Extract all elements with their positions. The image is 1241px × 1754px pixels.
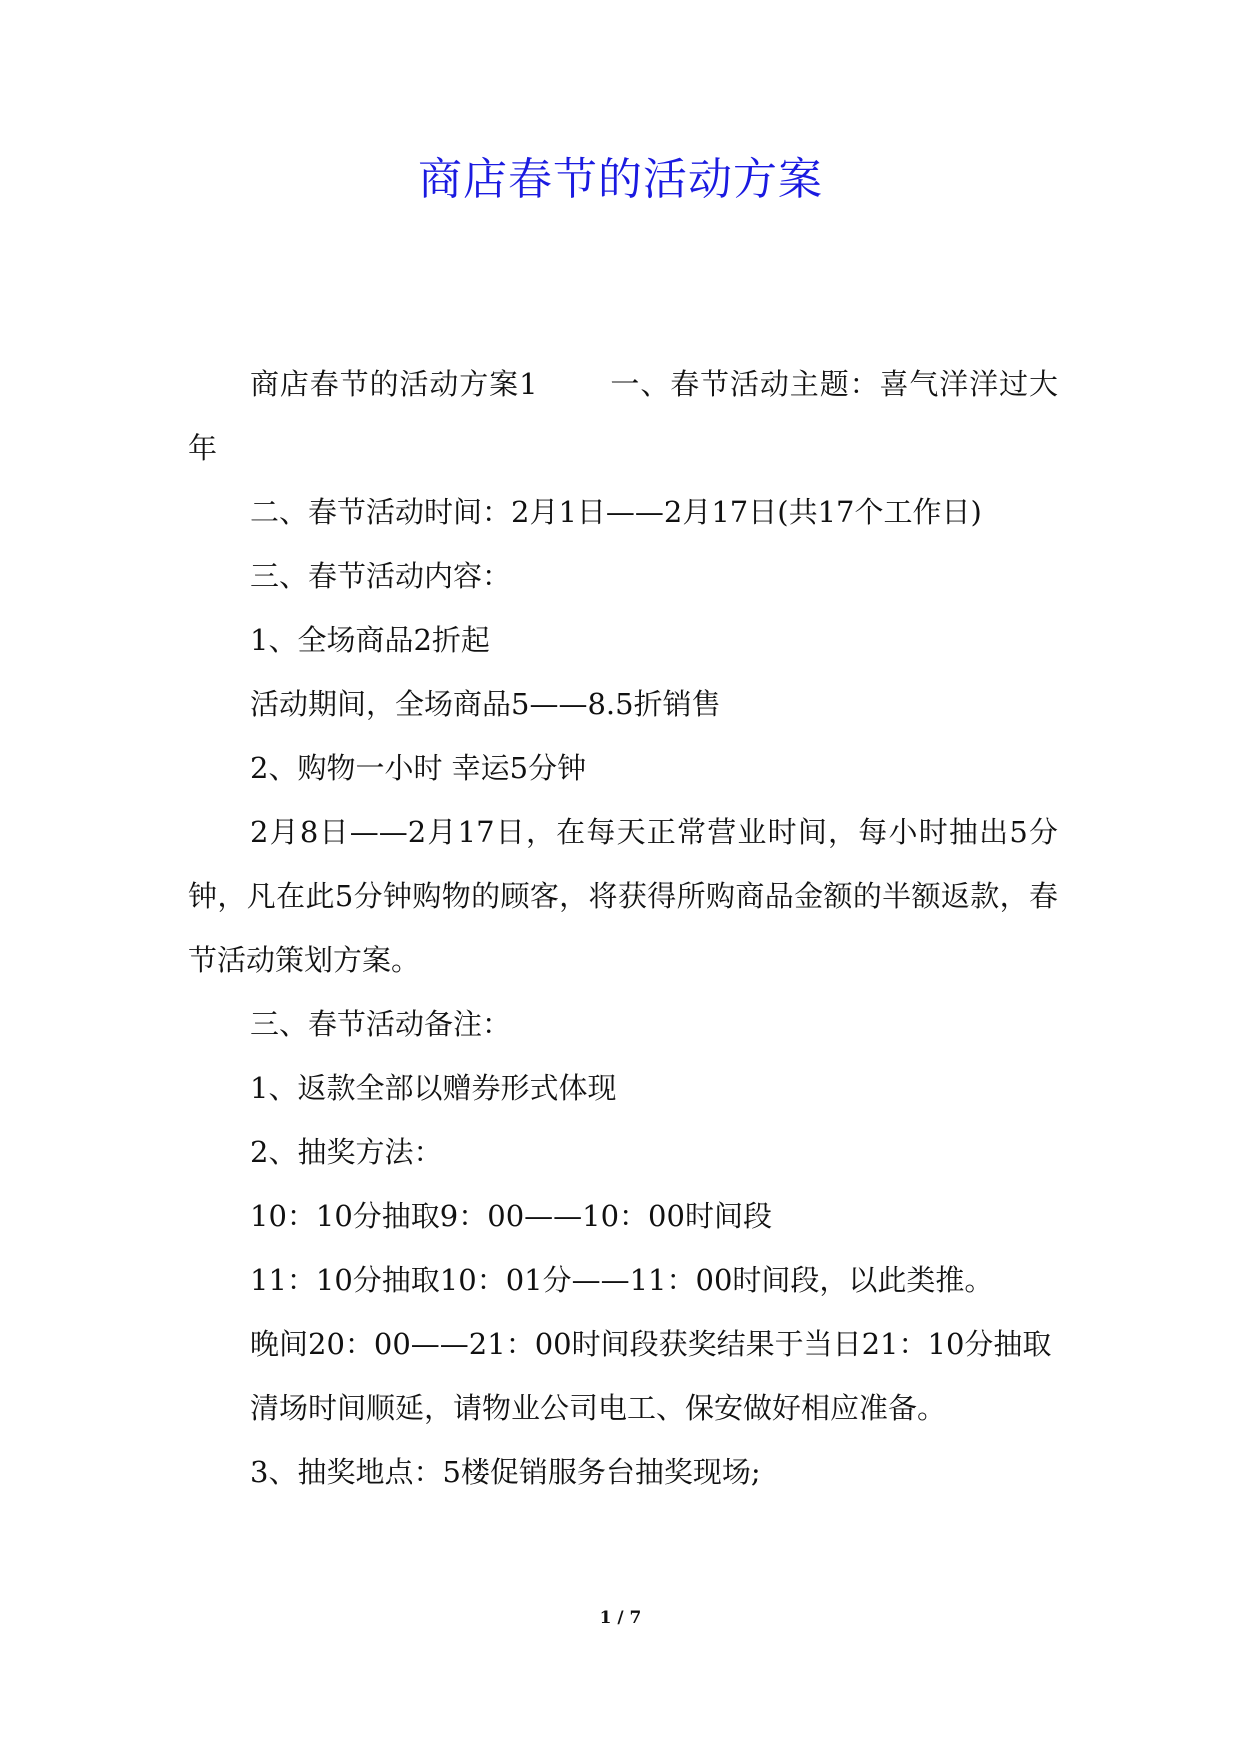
- paragraph-7: 2月8日——2月17日，在每天正常营业时间，每小时抽出5分钟，凡在此5分钟购物的顾客，将获得所购商品金额的半额返款，春节活动策划方案。: [188, 815, 1058, 977]
- document-title: 商店春节的活动方案: [418, 154, 823, 205]
- paragraph-9: 1、返款全部以赠券形式体现: [250, 1071, 617, 1105]
- paragraph-1-text: 一、春节活动主题：喜气洋洋过大年: [188, 367, 1058, 465]
- paragraph-10: 2、抽奖方法：: [250, 1135, 443, 1169]
- paragraph-5: 活动期间，全场商品5——8.5折销售: [250, 687, 721, 721]
- paragraph-11: 10：10分抽取9：00——10：00时间段: [250, 1199, 772, 1233]
- paragraph-15: 3、抽奖地点：5楼促销服务台抽奖现场;: [250, 1455, 761, 1489]
- paragraph-14: 清场时间顺延，请物业公司电工、保安做好相应准备。: [250, 1391, 947, 1425]
- paragraph-4: 1、全场商品2折起: [250, 623, 490, 657]
- paragraph-8: 三、春节活动备注：: [250, 1007, 512, 1041]
- paragraph-6: 2、购物一小时 幸运5分钟: [250, 751, 587, 785]
- paragraph-1: [188, 352, 1058, 480]
- paragraph-13: 晚间20：00——21：00时间段获奖结果于当日21：10分抽取: [250, 1327, 1052, 1361]
- paragraph-12: 11：10分抽取10：01分——11：00时间段，以此类推。: [250, 1263, 994, 1297]
- document-body: [188, 352, 1058, 1504]
- paragraph-3: 三、春节活动内容：: [250, 559, 512, 593]
- paragraph-2: 二、春节活动时间：2月1日——2月17日(共17个工作日): [250, 495, 982, 529]
- page-number: 1 / 7: [599, 1608, 642, 1628]
- paragraph-1-lead: 商店春节的活动方案1: [250, 367, 538, 401]
